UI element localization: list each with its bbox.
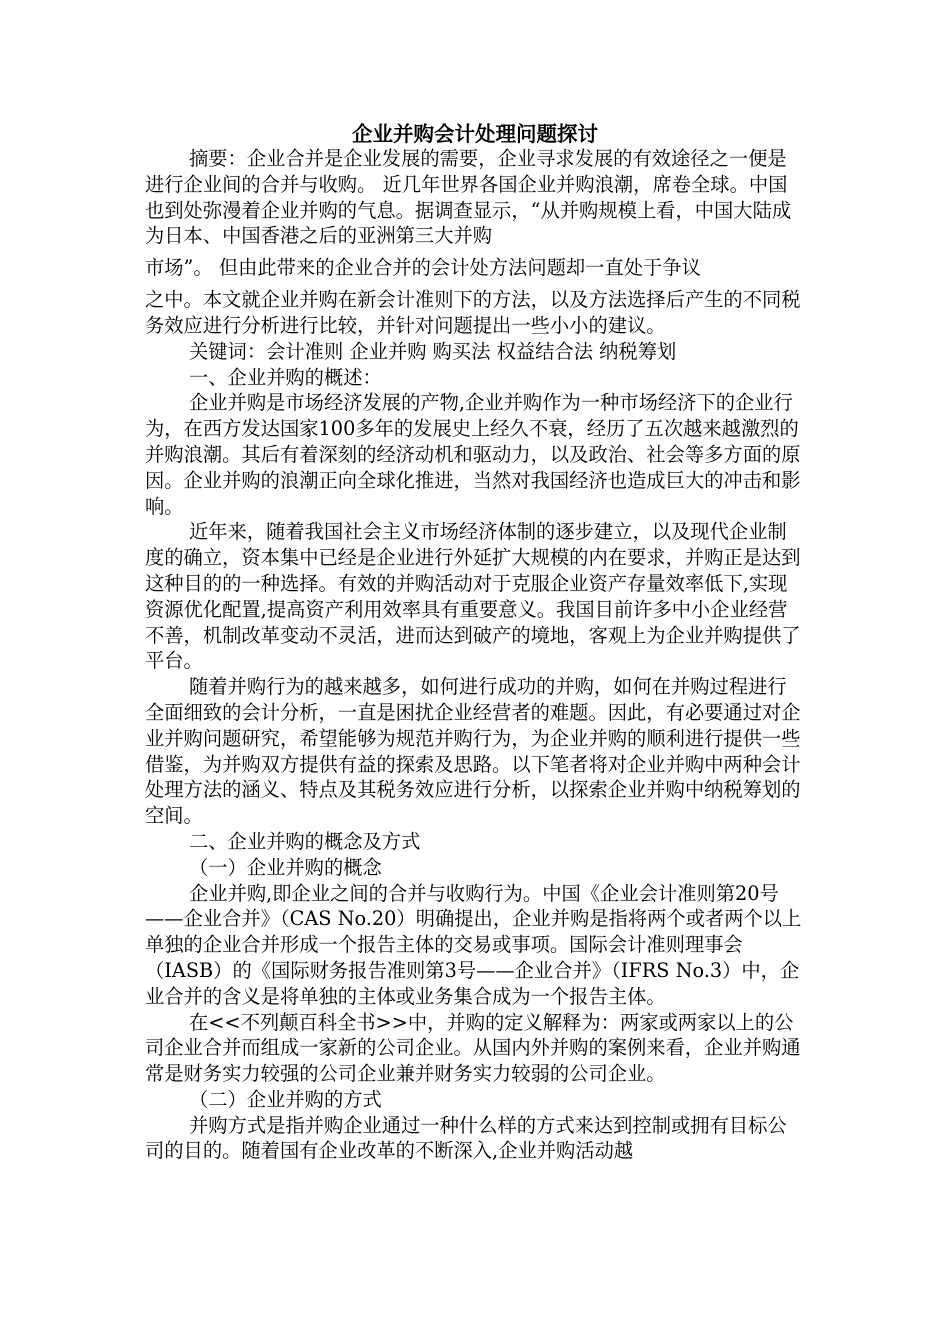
body-paragraph: 随着并购行为的越来越多，如何进行成功的并购，如何在并购过程进行全面细致的会计分析，一直是困扰企业经营者的难题。因此，有必要通过对企业并购问题研究，希望能够为规范并购行为，为企业并购的顺利进行提供一些借鉴，为并购双方提供有益的探索及思路。以下笔者将对企业并购中两种会计处理方法的涵义、特点及其税务效应进行分析，以探索企业并购中纳税筹划的空间。 xyxy=(145,675,801,828)
body-paragraph: 并购方式是指并购企业通过一种什么样的方式来达到控制或拥有目标公司的目的。随着国有企业改革的不断深入,企业并购活动越 xyxy=(145,1113,787,1163)
abstract-continuation: 之中。本文就企业并购在新会计准则下的方法，以及方法选择后产生的不同税务效应进行分析进行比较，并针对问题提出一些小小的建议。 xyxy=(145,288,801,337)
abstract-line-market: 市场”。 但由此带来的企业合并的会计处方法问题却一直处于争议 xyxy=(145,256,701,280)
document-body xyxy=(145,146,805,1164)
document-title: 企业并购会计处理问题探讨 xyxy=(352,122,598,146)
keywords-line: 关键词：会计准则 企业并购 购买法 权益结合法 纳税筹划 xyxy=(189,339,677,363)
body-paragraph: 企业并购是市场经济发展的产物,企业并购作为一种市场经济下的企业行为，在西方发达国家100多年的发展史上经久不衰，经历了五次越来越激烈的并购浪潮。其后有着深刻的经济动机和驱动力，以及政治、社会等多方面的原因。企业并购的浪潮正向全球化推进，当然对我国经济也造成巨大的冲击和影响。 xyxy=(145,391,801,518)
body-paragraph: 近年来，随着我国社会主义市场经济体制的逐步建立，以及现代企业制度的确立，资本集中已经是企业进行外延扩大规模的内在要求，并购正是达到这种目的的一种选择。有效的并购活动对于克服企业资产存量效率低下,实现资源优化配置,提高资产利用效率具有重要意义。我国目前许多中小企业经营不善，机制改革变动不灵活，进而达到破产的境地，客观上为企业并购提供了平台。 xyxy=(145,520,801,673)
section-heading-2: 二、企业并购的概念及方式 xyxy=(189,829,421,853)
body-paragraph: 在<<不列颠百科全书>>中，并购的定义解释为：两家或两家以上的公司企业合并而组成一家新的公司企业。从国内外并购的案例来看，企业并购通常是财务实力较强的公司企业兼并财务实力较弱的公司企业。 xyxy=(145,1010,801,1086)
abstract-paragraph: 摘要：企业合并是企业发展的需要，企业寻求发展的有效途径之一便是进行企业间的合并与收购。 近几年世界各国企业并购浪潮，席卷全球。中国也到处弥漫着企业并购的气息。据调查显示，“从并购规模上看，中国大陆成为日本、中国香港之后的亚洲第三大并购 xyxy=(145,147,792,248)
subsection-heading-2: （二）企业并购的方式 xyxy=(189,1087,382,1111)
subsection-heading-1: （一）企业并购的概念 xyxy=(189,855,382,879)
body-paragraph: 企业并购,即企业之间的合并与收购行为。中国《企业会计准则第20号——企业合并》（CAS No.20）明确提出，企业并购是指将两个或者两个以上单独的企业合并形成一个报告主体的交易或事项。国际会计准则理事会（IASB）的《国际财务报告准则第3号——企业合并》（IFRS No.3）中，企业合并的含义是将单独的主体或业务集合成为一个报告主体。 xyxy=(145,881,802,1008)
section-heading-1: 一、企业并购的概述： xyxy=(189,365,382,389)
